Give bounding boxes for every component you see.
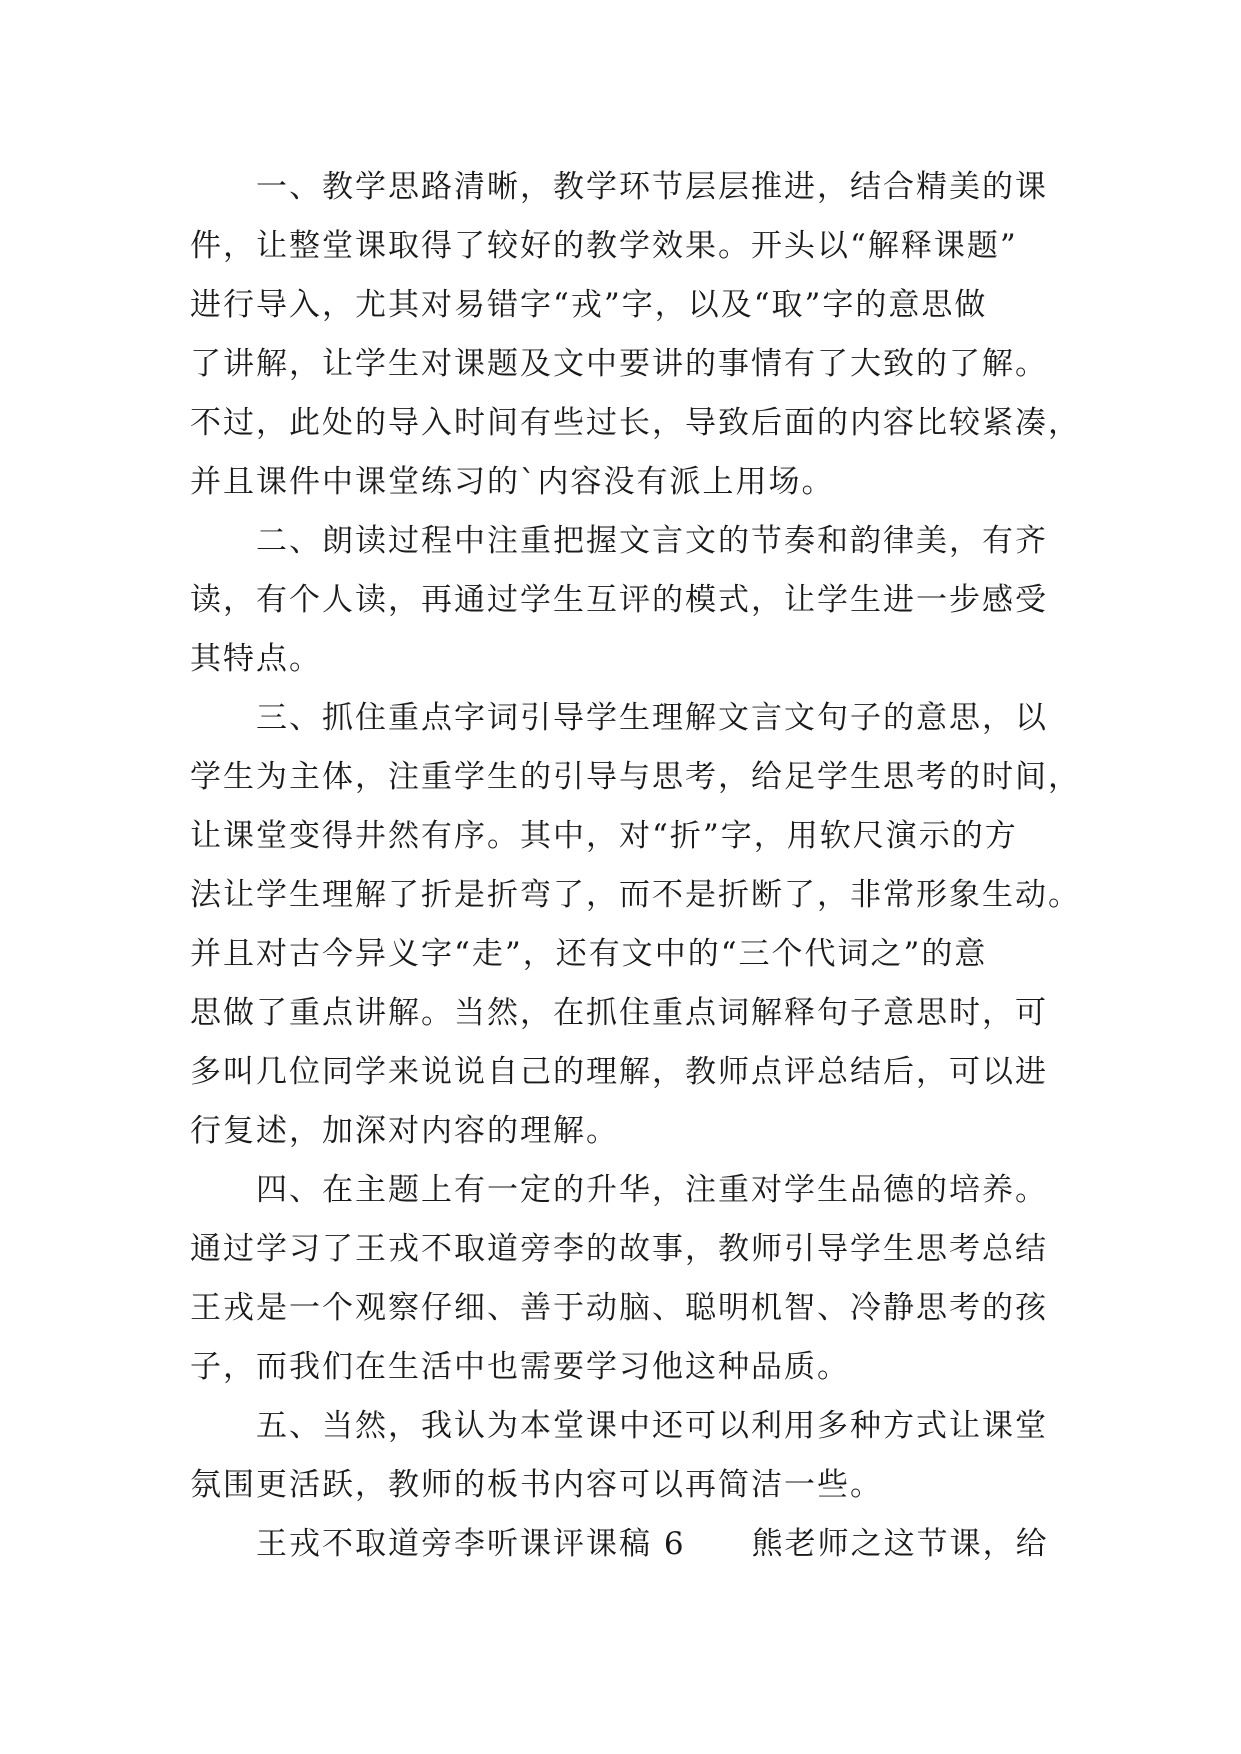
text-line: 王戎不取道旁李听课评课稿 6 熊老师之这节课，给 (256, 1526, 1049, 1562)
text-line: 一、教学思路清晰，教学环节层层推进，结合精美的课 (256, 169, 1048, 205)
text-line: 进行导入，尤其对易错字“戎”字，以及“取”字的意思做 (190, 287, 988, 323)
text-line: 子，而我们在生活中也需要学习他这种品质。 (190, 1349, 850, 1385)
text-line: 多叫几位同学来说说自己的理解，教师点评总结后，可以进 (190, 1054, 1048, 1090)
text-line: 氛围更活跃，教师的板书内容可以再简洁一些。 (190, 1467, 883, 1503)
text-line: 其特点。 (190, 641, 322, 677)
text-line: 了讲解，让学生对课题及文中要讲的事情有了大致的了解。 (190, 346, 1048, 382)
text-line: 三、抓住重点字词引导学生理解文言文句子的意思，以 (256, 700, 1048, 736)
text-line: 王戎是一个观察仔细、善于动脑、聪明机智、冷静思考的孩 (190, 1290, 1048, 1326)
text-line: 并且课件中课堂练习的`内容没有派上用场。 (190, 464, 835, 500)
text-line: 件，让整堂课取得了较好的教学效果。开头以“解释课题” (190, 228, 1018, 264)
text-line: 法让学生理解了折是折弯了，而不是折断了，非常形象生动。 (190, 877, 1081, 913)
text-line: 五、当然，我认为本堂课中还可以利用多种方式让课堂 (256, 1408, 1048, 1444)
text-line: 让课堂变得井然有序。其中，对“折”字，用软尺演示的方 (190, 818, 1018, 854)
text-line: 四、在主题上有一定的升华，注重对学生品德的培养。 (256, 1172, 1048, 1208)
text-line: 行复述，加深对内容的理解。 (190, 1113, 619, 1149)
text-line: 读，有个人读，再通过学生互评的模式，让学生进一步感受 (190, 582, 1048, 618)
text-line: 思做了重点讲解。当然，在抓住重点词解释句子意思时，可 (190, 995, 1048, 1031)
document-body (190, 158, 1081, 1574)
text-line: 不过，此处的导入时间有些过长，导致后面的内容比较紧凑， (190, 405, 1081, 441)
text-line: 并且对古今异义字“走”，还有文中的“三个代词之”的意 (190, 936, 988, 972)
text-line: 学生为主体，注重学生的引导与思考，给足学生思考的时间， (190, 759, 1081, 795)
text-line: 通过学习了王戎不取道旁李的故事，教师引导学生思考总结 (190, 1231, 1048, 1267)
text-line: 二、朗读过程中注重把握文言文的节奏和韵律美，有齐 (256, 523, 1048, 559)
